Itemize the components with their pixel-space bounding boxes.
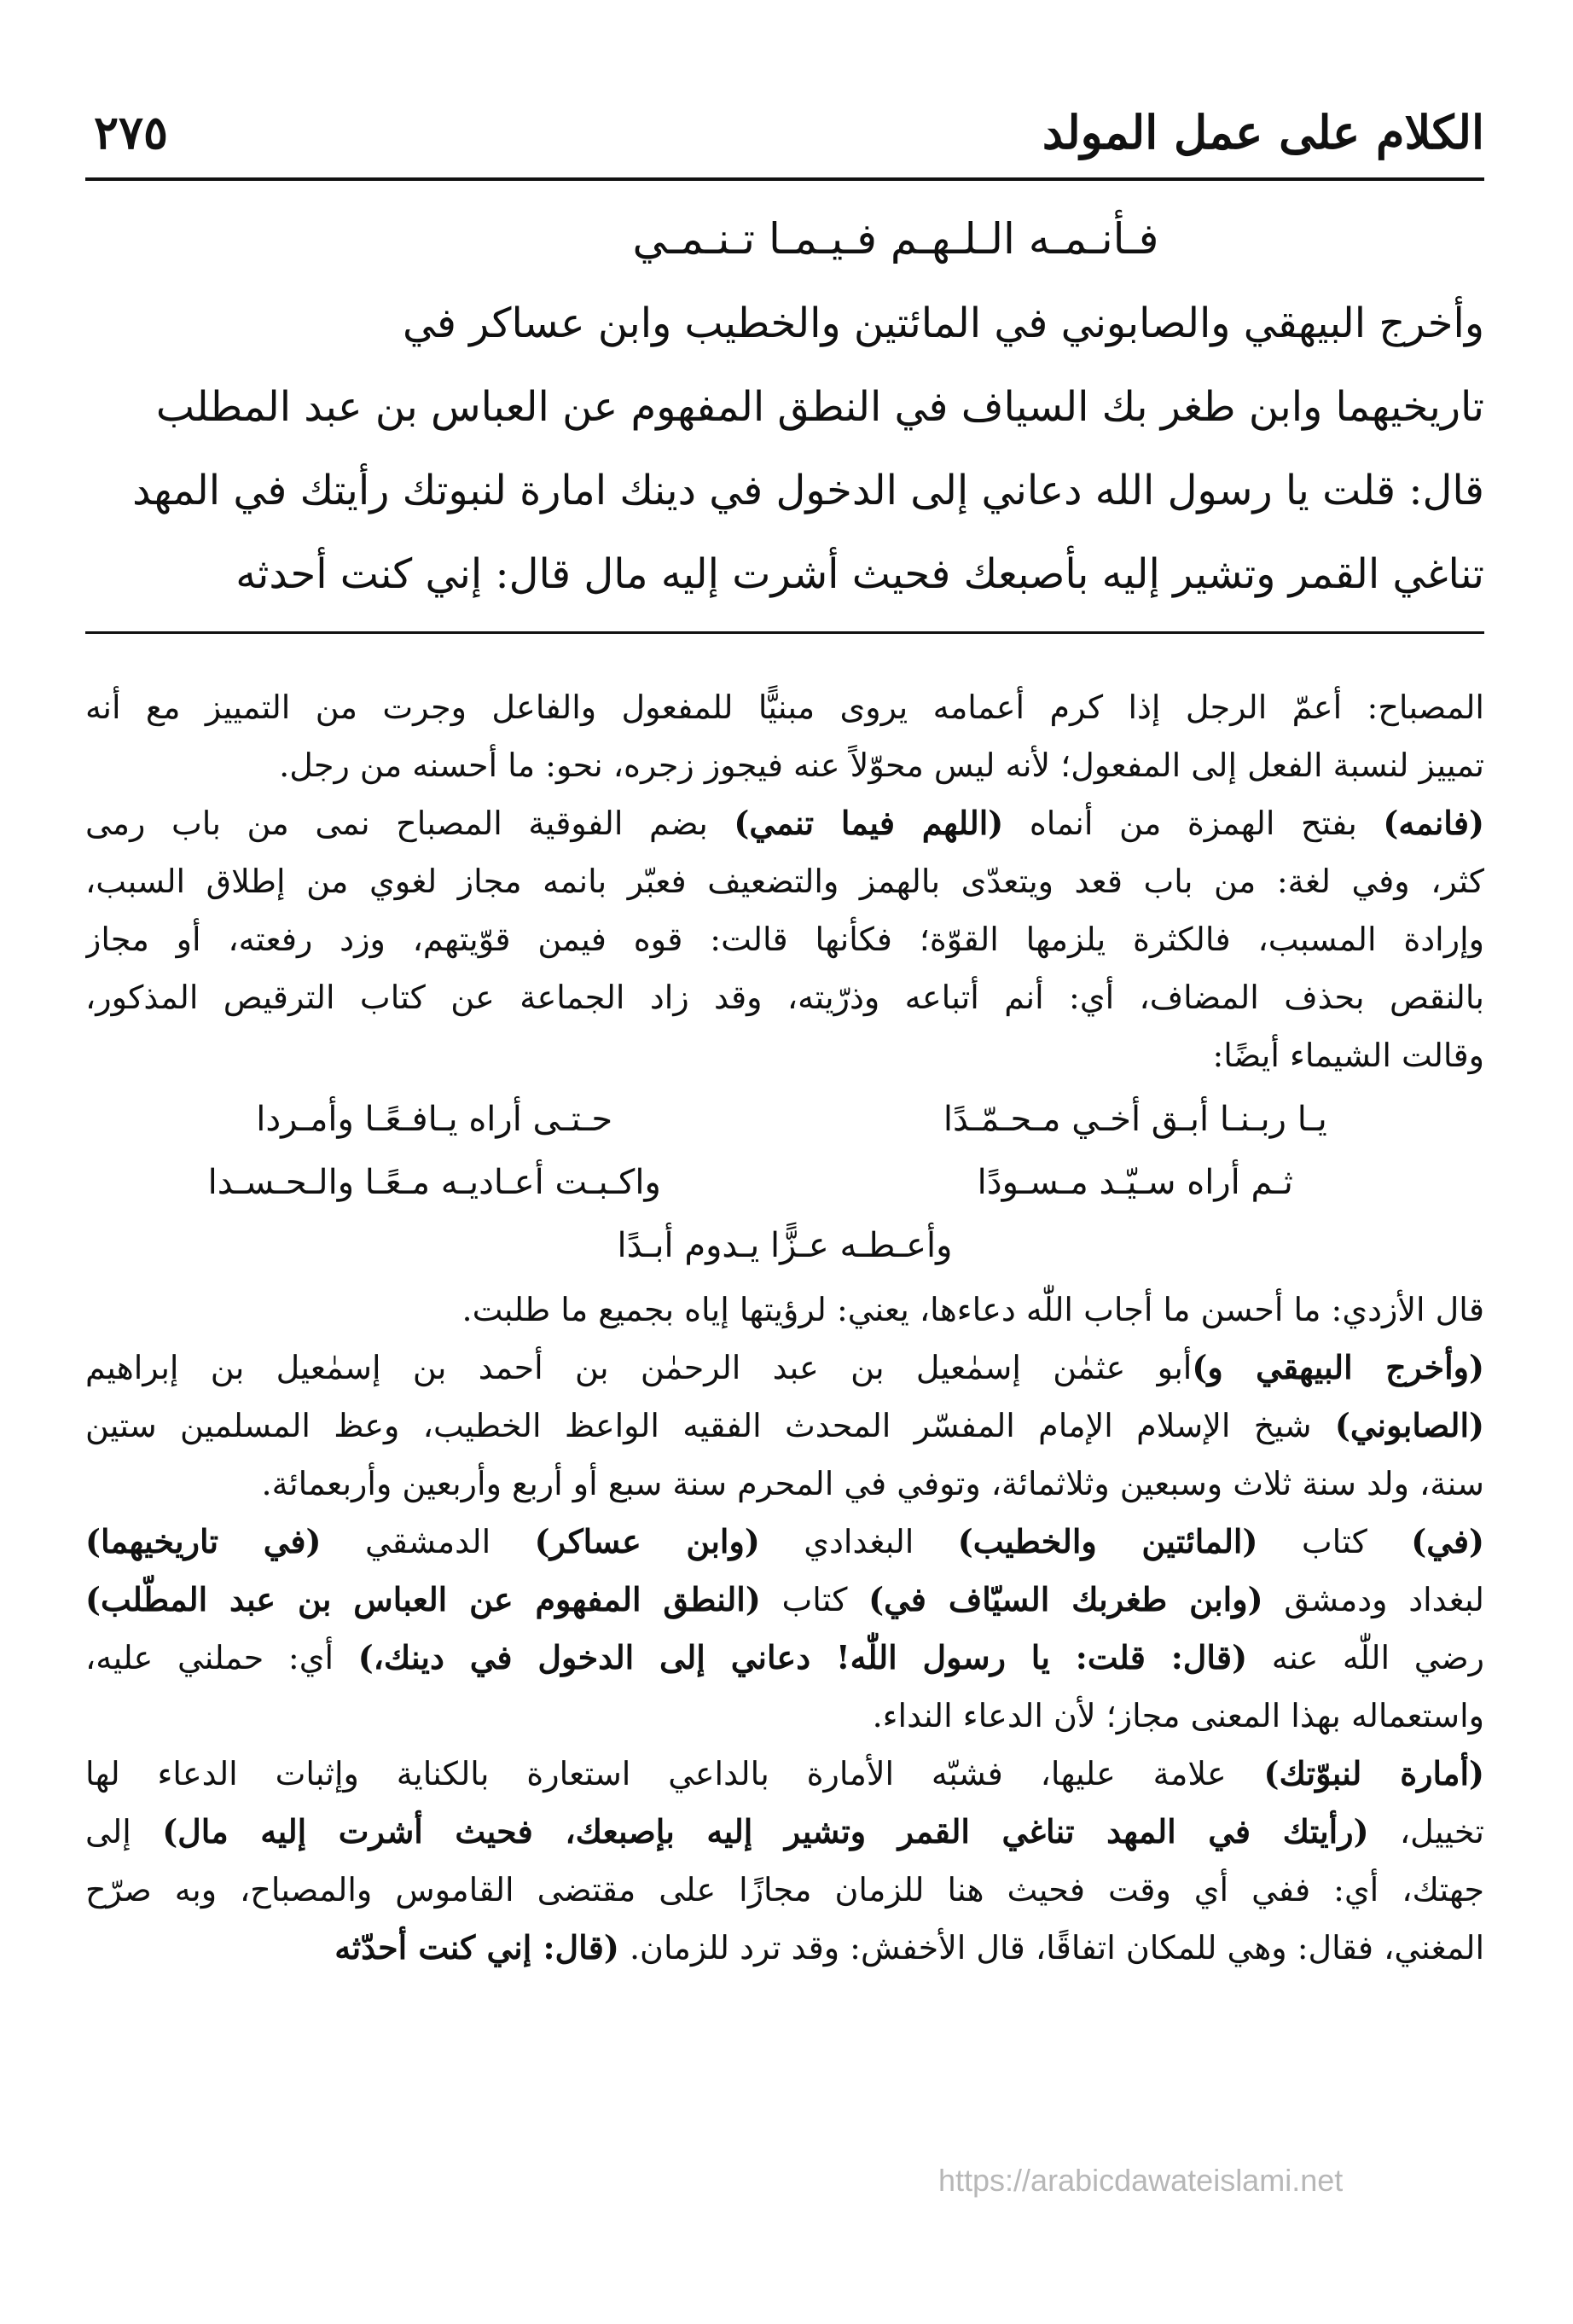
commentary-block	[85, 678, 1484, 1977]
commentary-line	[85, 1803, 1484, 1861]
commentary-line: المصباح: أعمّ الرجل إذا كرم أعمامه يروى مبنيًّا للمفعول والفاعل وجرت من التمييز مع أنه	[85, 688, 1484, 726]
poem-verse: وأعـطـه عـزًّا يـدوم أبـدًا	[617, 1226, 953, 1265]
commentary-text: رضي اللّٰه عنه	[1247, 1639, 1484, 1676]
commentary-text: الدمشقي	[321, 1523, 535, 1560]
commentary-line: سنة، ولد سنة ثلاث وسبعين وثلاثمائة، وتوفي في المحرم سنة سبع أو أربع وأربعين وأربعمائة.	[261, 1465, 1484, 1502]
commentary-line: قال الأزدي: ما أحسن ما أجاب اللّٰه دعاءها، يعني: لرؤيتها إياه بجميع ما طلبت.	[461, 1291, 1484, 1328]
main-line: وأخرج البيهقي والصابوني في المائتين والخطيب وابن عساكر في	[402, 299, 1484, 347]
watermark-url: https://arabicdawateislami.net	[938, 2163, 1344, 2198]
commentary-text: تخييل،	[1368, 1813, 1484, 1850]
commentary-line	[85, 794, 1484, 852]
commentary-line	[85, 1397, 1484, 1455]
commentary-line: واستعماله بهذا المعنى مجاز؛ لأن الدعاء النداء.	[872, 1697, 1484, 1734]
commentary-line	[85, 1919, 1484, 1977]
section-divider	[85, 631, 1484, 634]
quoted-term: (قال: قلت: يا رسول اللّٰه! دعاني إلى الدخول في دينك،)	[357, 1638, 1248, 1676]
commentary-line	[85, 1339, 1484, 1397]
commentary-line: وقالت الشيماء أيضًا:	[1212, 1037, 1484, 1074]
quoted-term: (أمارة لنبوّتك)	[1263, 1754, 1484, 1792]
commentary-line: وإرادة المسبب، فالكثرة يلزمها القوّة؛ فكأنها قالت: قوه فيمن قوّيتهم، وزد رفعته، أو مجاز	[85, 921, 1484, 958]
poem-hemistich: واكـبـت أعـاديـه مـعًـا والـحـسـدا	[207, 1163, 661, 1202]
quoted-term: (فانمه)	[1383, 804, 1484, 842]
quoted-term: (قال: إني كنت أحدّثه	[334, 1928, 619, 1967]
commentary-line	[85, 1513, 1484, 1571]
commentary-text: شيخ الإسلام الإمام المفسّر المحدث الفقيه الواعظ الخطيب، وعظ المسلمين ستين	[85, 1407, 1335, 1444]
book-page	[85, 77, 1484, 2261]
commentary-text: أي: حملني عليه،	[85, 1639, 358, 1676]
quoted-term: (النطق المفهوم عن العباس بن عبد المطّلب)	[85, 1580, 761, 1618]
commentary-line	[85, 1571, 1484, 1629]
poem-hemistich: ثـم أراه سـيّـد مـسـودًا	[977, 1163, 1293, 1202]
header-divider	[85, 177, 1484, 181]
quoted-term: (رأيتك في المهد تناغي القمر وتشير إليه بإصبعك، فحيث أشرت إليه مال)	[162, 1812, 1369, 1850]
quoted-term: (وابن طغربك السيّاف في)	[868, 1580, 1263, 1618]
commentary-line: تمييز لنسبة الفعل إلى المفعول؛ لأنه ليس محوّلاً عنه فيجوز زجره، نحو: ما أحسنه من رجل.	[279, 747, 1484, 784]
main-text-block	[85, 205, 1484, 616]
poem-hemistich: يـا ربـنـا أبـق أخـي مـحـمّـدًا	[943, 1100, 1327, 1139]
poem-verse	[85, 1088, 1484, 1151]
quoted-term: (وأخرج البيهقي و)	[1192, 1348, 1484, 1386]
commentary-text: لبغداد ودمشق	[1262, 1581, 1484, 1618]
running-title: الكلام على عمل المولد	[1042, 105, 1484, 160]
poem-verse	[85, 1151, 1484, 1214]
commentary-line: كثر، وفي لغة: من باب قعد ويتعدّى بالهمز والتضعيف فعبّر بانمه مجاز لغوي من إطلاق السبب،	[85, 863, 1484, 900]
quoted-term: (الصابوني)	[1334, 1406, 1484, 1444]
commentary-text: علامة عليها، فشبّه الأمارة بالداعي استعارة بالكناية وإثبات الدعاء لها	[85, 1755, 1264, 1792]
poem-hemistich: حـتـى أراه يـافـعًـا وأمـردا	[256, 1100, 613, 1139]
commentary-text: بضم الفوقية المصباح نمى من باب رمى	[85, 805, 734, 842]
commentary-line	[85, 1745, 1484, 1803]
quoted-term: (اللهم فيما تنمي)	[734, 804, 1004, 842]
main-line: قال: قلت يا رسول الله دعاني إلى الدخول في دينك امارة لنبوتك رأيتك في المهد	[132, 467, 1484, 514]
page-header	[85, 94, 1484, 171]
commentary-text: كتاب	[1257, 1523, 1412, 1560]
commentary-text: أبو عثمٰن إسمٰعيل بن عبد الرحمٰن بن أحمد بن إسمٰعيل بن إبراهيم	[85, 1349, 1193, 1386]
quoted-term: (في)	[1411, 1522, 1484, 1560]
commentary-line	[85, 1629, 1484, 1687]
commentary-line: جهتك، أي: ففي أي وقت فحيث هنا للزمان مجازًا على مقتضى القاموس والمصباح، وبه صرّح	[85, 1871, 1484, 1909]
commentary-text: بفتح الهمزة من أنماه	[1003, 805, 1384, 842]
poem	[85, 1088, 1484, 1277]
main-line: تاريخيهما وابن طغر بك السياف في النطق المفهوم عن العباس بن عبد المطلب	[155, 383, 1484, 431]
main-paragraph	[85, 282, 1484, 616]
main-line: تناغي القمر وتشير إليه بأصبعك فحيث أشرت إليه مال قال: إني كنت أحدثه	[235, 550, 1484, 598]
quoted-term: (في تاريخيهما)	[85, 1522, 322, 1560]
commentary-text: كتاب	[760, 1581, 869, 1618]
commentary-text: المغني، فقال: وهي للمكان اتفاقًا، قال الأخفش: وقد ترد للزمان.	[618, 1929, 1484, 1967]
commentary-text: البغدادي	[759, 1523, 958, 1560]
commentary-text: إلى	[85, 1813, 163, 1850]
quoted-term: (المائتين والخطيب)	[957, 1522, 1258, 1560]
commentary-line: بالنقص بحذف المضاف، أي: أنم أتباعه وذرّيته، وقد زاد الجماعة عن كتاب الترقيص المذكور،	[85, 979, 1484, 1016]
verse-line: فـأنـمـه الـلـهـم فـيـمـا تـنـمـي	[632, 214, 1159, 264]
quoted-term: (وابن عساكر)	[534, 1522, 760, 1560]
page-number: ٢٧٥	[94, 105, 169, 160]
